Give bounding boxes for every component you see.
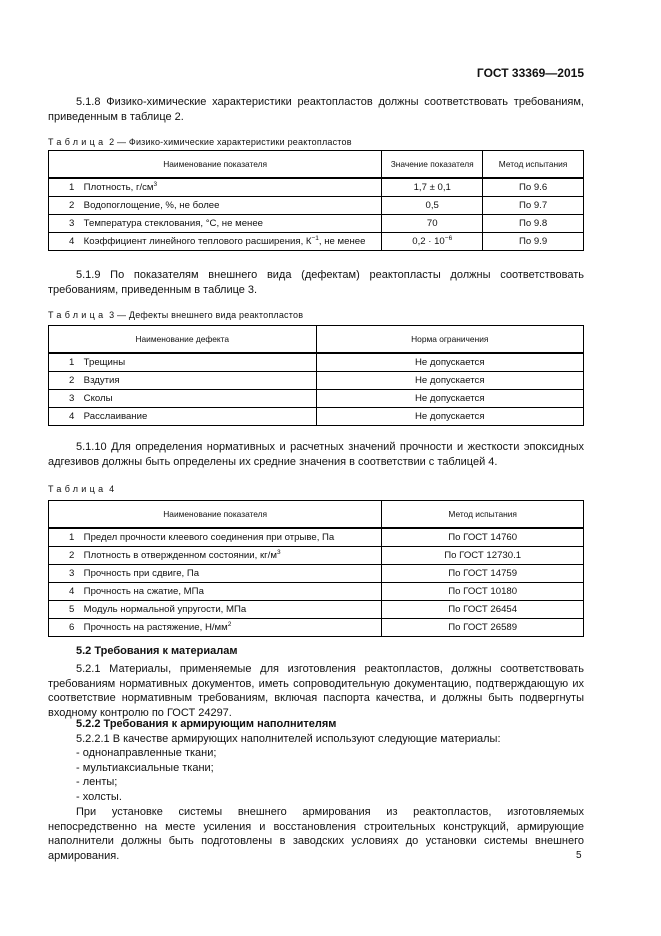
table-row: 3 Температура стеклования, °С, не менее 70 По 9.8 [49, 215, 584, 233]
paragraph-5-1-9: 5.1.9 По показателям внешнего вида (дефектам) реактопласты должны соответствовать требованиям, приведенным в таблице 3. [48, 269, 584, 296]
document-code-header: ГОСТ 33369—2015 [476, 66, 584, 80]
table-2-header-name: Наименование показателя [49, 151, 382, 179]
paragraph-5-2-2-1: 5.2.2.1 В качестве армирующих наполнителей используют следующие материалы: [76, 733, 501, 745]
paragraph-final: При установке системы внешнего армирования из реактопластов, изготовляемых непосредственно на месте усиления и восстановления строительных конструкций, армирующие наполнители должны быть подготовлены в заводских условиях до установки системы внешнего армирования. [48, 806, 584, 862]
table-3-caption: Таблица 3 — Дефекты внешнего вида реактопластов [48, 310, 304, 320]
list-item: - холсты. [76, 791, 122, 803]
table-3-header-defect: Наименование дефекта [49, 326, 317, 354]
table-2-header-value: Значение показателя [382, 151, 483, 179]
table-row: 3 Прочность при сдвиге, Па По ГОСТ 14759 [49, 565, 584, 583]
page-number: 5 [576, 850, 582, 861]
table-row: 4 Расслаивание Не допускается [49, 408, 584, 426]
table-4-header-name: Наименование показателя [49, 501, 382, 529]
table-row: 1 Плотность, $г/см^3$ 1,7 ± 0,1 По 9.6 [49, 178, 584, 197]
table-row: 5 Модуль нормальной упругости, МПа По ГОСТ 26454 [49, 601, 584, 619]
table-4 [48, 500, 584, 637]
paragraph-5-1-8: 5.1.8 Физико-химические характеристики реактопластов должны соответствовать требованиям, приведенным в таблице 2. [48, 96, 584, 123]
paragraph-5-1-10: 5.1.10 Для определения нормативных и расчетных значений прочности и жесткости эпоксидных адгезивов должны быть определены их средние значения в соответствии с таблицей 4. [48, 441, 584, 468]
table-row: 6 Прочность на растяжение, $Н/мм^2$ По ГОСТ 26589 [49, 619, 584, 637]
section-5-2-2-heading: 5.2.2 Требования к армирующим наполнителям [76, 718, 337, 730]
table-2 [48, 150, 584, 251]
table-row: 4 Прочность на сжатие, МПа По ГОСТ 10180 [49, 583, 584, 601]
table-row: 1 Предел прочности клеевого соединения при отрыве, Па По ГОСТ 14760 [49, 528, 584, 547]
table-row: 2 Плотность в отвержденном состоянии, $кг/м^3$ По ГОСТ 12730.1 [49, 547, 584, 565]
list-item: - ленты; [76, 776, 118, 788]
section-5-2-heading: 5.2 Требования к материалам [76, 645, 238, 657]
table-4-caption: Таблица 4 [48, 484, 115, 494]
table-4-header-method: Метод испытания [382, 501, 584, 529]
list-item: - мультиаксиальные ткани; [76, 762, 214, 774]
table-row: 2 Водопоглощение, %, не более 0,5 По 9.7 [49, 197, 584, 215]
table-row: 2 Вздутия Не допускается [49, 372, 584, 390]
paragraph-5-2-1: 5.2.1 Материалы, применяемые для изготовления реактопластов, должны соответствовать требованиям нормативных документов, иметь сопроводительную документацию, подтверждающую их соответствие нормативным требованиям, включая паспорта качества, и должны быть подвергнуты входному контролю по ГОСТ 24297. [48, 663, 584, 719]
table-row: 3 Сколы Не допускается [49, 390, 584, 408]
list-item: - однонаправленные ткани; [76, 747, 217, 759]
table-2-caption: Таблица 2 — Физико-химические характеристики реактопластов [48, 137, 352, 147]
table-row: 4 Коэффициент линейного теплового расширения, $К^{-1}$, не менее $0,2 \cdot 10^{-6}$ По 9.9 [49, 233, 584, 251]
table-2-header-method: Метод испытания [483, 151, 584, 179]
table-3 [48, 325, 584, 426]
table-3-header-norm: Норма ограничения [316, 326, 583, 354]
table-row: 1 Трещины Не допускается [49, 353, 584, 372]
